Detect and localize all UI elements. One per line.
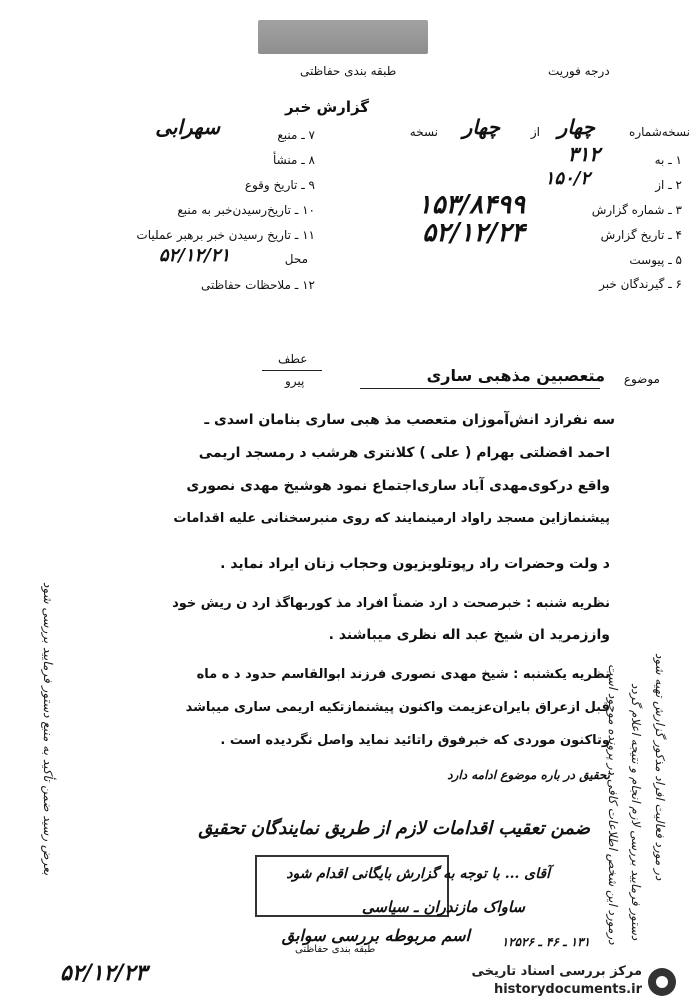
- body-line: احمد افضلتی بهرام ( علی ) کلانتری هرشب د رمسجد اریمی: [198, 445, 610, 461]
- body-line: سه نفرازد انش‌آموزان متعصب مذ هبی ساری بنامان اسدی ـ: [204, 412, 615, 428]
- body-line: نظریه یکشنبه : شیخ مهدی نصوری فرزند ابوالقاسم حدود د ه ماه: [196, 667, 610, 682]
- handwritten-stamp-line: آقای ... با توجه به گزارش بایگانی اقدام شود: [286, 866, 550, 882]
- copy-of-value: چهار: [462, 115, 500, 139]
- subject-underline: [360, 388, 600, 389]
- classification-label: طبقه بندی حفاظتی: [300, 64, 397, 78]
- copy-label: نسخه: [409, 125, 438, 139]
- watermark-logo-inner: [656, 976, 668, 988]
- operations-receipt-date-value: ۵۲/۱۲/۲۱: [158, 245, 230, 266]
- copy-number-label: نسخه‌شماره: [629, 125, 690, 139]
- reference-divider: [262, 370, 322, 371]
- to-label: ۱ ـ به: [654, 153, 682, 167]
- handwritten-after-body: تحقیق در باره موضوع ادامه دارد: [447, 768, 610, 782]
- to-value: ۳۱۲: [567, 142, 600, 166]
- source-value: سهرابی: [155, 115, 220, 139]
- redaction-mark: [258, 20, 428, 54]
- handwritten-investigation: ضمن تعقیب اقدامات لازم از طریق نمایندگان تحقیق: [198, 818, 590, 839]
- report-number-label: ۳ ـ شماره گزارش: [591, 203, 682, 217]
- priority-label: درجه فوریت: [548, 64, 610, 78]
- watermark-title: مرکز بررسی اسناد تاریخی: [471, 964, 642, 979]
- body-line: د ولت وحضرات راد رپوتلویزیون وحجاب زنان ایراد نماید .: [220, 556, 610, 572]
- form-title: گزارش خبر: [285, 98, 370, 116]
- watermark-url: historydocuments.ir: [493, 982, 642, 997]
- body-line: نظریه شنبه : خبرصحت د ارد ضمناً افراد مذ کوربهاگذ ارد ن ریش خود: [172, 596, 610, 611]
- place-label: محل: [284, 252, 308, 266]
- recipients-label: ۶ ـ گیرندگان خبر: [599, 277, 682, 291]
- body-line: واززمرید ان شیخ عبد اله نظری میباشند .: [328, 627, 610, 643]
- report-date-label: ۴ ـ تاریخ گزارش: [600, 228, 682, 242]
- body-line: وتاکنون موردی که خبرفوق راتائید نماید واصل نگردیده است .: [220, 733, 610, 748]
- operations-receipt-date-label: ۱۱ ـ تاریخ رسیدن خبر برهبر عملیات: [136, 228, 315, 242]
- handwritten-ref-numbers: ۱۳۱ ـ ۴۶ ـ ۱۲۵۲۶: [501, 935, 590, 949]
- report-date-value: ۵۲/۱۲/۲۴: [422, 218, 525, 248]
- right-margin-note-2: دستور فرمایید بررسی لازم انجام و نتیجه اعلام گردد: [629, 682, 643, 940]
- handwritten-bottom-2: اسم مربوطه بررسی سوابق: [281, 926, 470, 945]
- body-line: پیشنمازاین مسجد راواد ارمینمایند که روی منبرسخنانی علیه اقدامات: [173, 511, 610, 526]
- from-label: ۲ ـ از: [655, 178, 682, 192]
- body-line: واقع درکوی‌مهدی آباد ساری‌اجتماع نمود هوشیخ مهدی نصوری: [186, 478, 610, 494]
- subject-label: موضوع: [623, 372, 660, 386]
- body-line: قبل ازعراق بایران‌عزیمت واکنون پیشنمازتکیه اریمی ساری میباشد: [185, 700, 610, 715]
- report-number-value: ۱۵۳/۸۴۹۹: [417, 190, 525, 220]
- security-notes-label: ۱۲ ـ ملاحظات حفاظتی: [201, 278, 315, 292]
- copy-number-value: چهار: [557, 115, 595, 139]
- subject-value: متعصبین مذهبی ساری: [426, 366, 605, 385]
- handwritten-bottom-1: ساواک مازندران ـ سیاسی: [361, 898, 525, 916]
- from-value: ۱۵۰/۲: [544, 168, 590, 189]
- occurrence-date-label: ۹ ـ تاریخ وقوع: [244, 178, 315, 192]
- copy-from-label: از: [530, 125, 540, 139]
- attachment-label: ۵ ـ پیوست: [629, 253, 682, 267]
- origin-label: ۸ ـ منشأ: [272, 153, 315, 167]
- peyro-label: پیرو: [285, 374, 305, 388]
- atf-label: عطف: [278, 352, 308, 366]
- right-margin-note-3: در مورد فعالیت افراد مذکور گزارش تهیه شود: [653, 652, 667, 880]
- left-margin-note: بعرض رسید ضمن تأکید به منبع دستور فرمایید بررسی شود: [41, 581, 55, 875]
- right-margin-note-1: درمورد این شخص اطلاعات کافی در پرونده موجود است: [606, 664, 620, 945]
- source-receipt-date-label: ۱۰ ـ تاریخ‌رسیدن‌خبر به منبع: [177, 203, 315, 217]
- source-label: ۷ ـ منبع: [277, 128, 315, 142]
- handwritten-bottom-date: ۵۲/۱۲/۲۳: [60, 960, 147, 986]
- footer-classification-label: طبقه بندی حفاظتی: [295, 944, 376, 955]
